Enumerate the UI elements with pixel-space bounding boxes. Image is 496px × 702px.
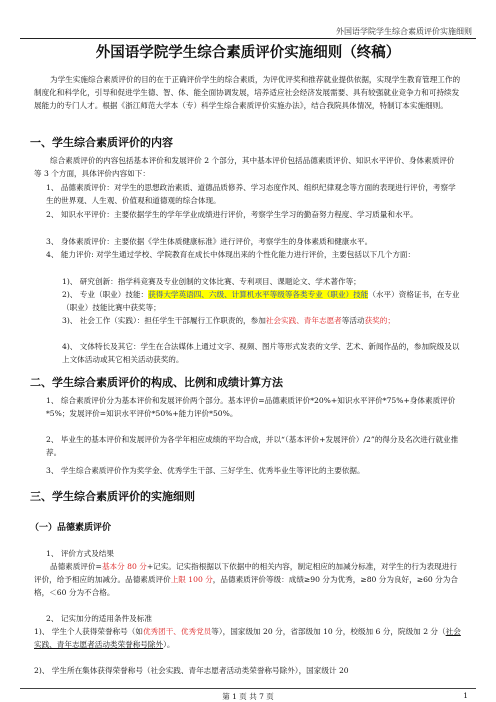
page-title: 外国语学院学生综合素质评价实施细则（终稿） — [95, 44, 401, 61]
sec3-p4-lead: 1)、 学生个人获得荣誉称号（如 — [34, 627, 143, 636]
footer-divider — [20, 688, 476, 689]
subsection-heading: （一）品德素质评价 — [30, 523, 112, 533]
sec1-item-2: 2、 知识水平评价：主要依据学生的学年学业成绩进行评价，考察学生学习的勤奋努力程度、学习质量和水平。 — [46, 210, 418, 219]
sec1-sub-3 — [62, 314, 462, 327]
red-text: 优秀团干、优秀党员 — [142, 627, 212, 636]
intro-paragraph: 为学生实施综合素质评价的目的在于正确评价学生的综合素质，为评优评奖和推荐就业提供依据，实现学生教育管理工作的制度化和科学化，引导和促进学生德、智、体、能全面协调发展，培养适应社会经济发展需要、具有较强就业竞争力和可持续发展能力的专门人才。根据《浙江师范大学本（专）科学生综合素质评价实施办法》，结合我院具体情况，特制订本实施细则。 — [34, 75, 461, 110]
sec2-item-2: 2、 毕业生的基本评价和发展评价为各学年相应成绩的平均合成，并以“（基本评价+发展评价）/2”的得分及名次进行就业推荐。 — [46, 435, 459, 457]
running-header: 外国语学院学生综合素质评价实施细则 — [336, 27, 472, 36]
sec3-p2-lead: 品德素质评价= — [50, 562, 102, 571]
section-3-heading: 三、学生综合素质评价的实施细则 — [30, 490, 195, 503]
red-text: 获奖的； — [364, 316, 395, 325]
underlined-text: 社会实践、青年志愿者活动类荣誉称号除外 — [34, 627, 461, 649]
sec1-item-1: 1、 品德素质评价：对学生的思想政治素质、道德品质修养、学习态度作风、组织纪律观念等方面的表现进行评价，考察学生的世界观、人生观、价值观和道德观的综合体现。 — [46, 183, 456, 205]
section-2-heading: 二、学生综合素质评价的构成、比例和成绩计算方法 — [30, 376, 283, 389]
sec1-sub-2-lead: 2)、 专业（职业）技能： — [62, 290, 149, 299]
sec3-p3: 2、 记实加分的适用条件及标准 — [46, 614, 152, 623]
sec1-sub-2 — [62, 288, 462, 314]
sec1-sub-4: 4)、 文体特长及其它：学生在合法媒体上通过文字、视频、图片等形式发表的文学、艺术、新闻作品的，参加院级及以上文体活动或其它相关活动获奖的。 — [62, 342, 460, 364]
sec2-item-1: 1、 综合素质评价分为基本评价和发展评价两个部分。基本评价=品德素质评价*20%+知识水平评价*75%+身体素质评价*5%；发展评价=知识水平评价*50%+能力评价*50%。 — [46, 396, 456, 418]
sec1-item-3: 3、 身体素质评价：主要依据《学生体质健康标准》进行评价，考察学生的身体素质和健康水平。 — [46, 237, 373, 246]
sec3-p1: 1、 评价方式及结果 — [46, 549, 114, 558]
section-1-heading: 一、学生综合素质评价的内容 — [30, 136, 173, 149]
sec1-sub-3-lead: 3)、 社会工作（实践）：担任学生干部履行工作职责的，参加 — [62, 316, 266, 325]
sec3-p4-mid: 等），国家级加 20 分，省部级加 10 分，校级加 6 分，院级加 2 分（ — [211, 627, 446, 636]
header-divider — [20, 38, 476, 39]
sec3-p2-mid: +记实。记实指根据以下依据中的相关内容，制定相应的加减分标准，对学生的行为表现进行评价，给予相应的加减分。品德素质评价 — [34, 562, 457, 584]
red-text: 上限 100 分 — [170, 575, 213, 584]
sec3-p2-tail: ，品德素质评价等级：成绩≥90 分为优秀，≥80 分为良好，≥60 分为合格，＜60 分为不合格。 — [34, 575, 458, 597]
highlighted-text: 获得大学英语四、六级、计算机水平等级等各类专业（职业）技能 — [148, 290, 369, 299]
section-1-intro: 综合素质评价的内容包括基本评价和发展评价 2 个部分，其中基本评价包括品德素质评价、知识水平评价、身体素质评价等 3 个方面，具体评价内容如下： — [34, 156, 455, 178]
page-footer: 第 1 页 共 7 页 — [222, 692, 274, 701]
sec2-item-3: 3、 学生综合素质评价作为奖学金、优秀学生干部、三好学生、优秀毕业生等评比的主要依据。 — [46, 466, 365, 475]
sec3-p5: 2)、 学生所在集体获得荣誉称号（社会实践、青年志愿者活动类荣誉称号除外），国家级计 20 — [34, 666, 349, 675]
sec3-p4 — [34, 625, 462, 651]
sec1-sub-1: 1)、 研究创新：指学科竞赛及专业创制的文体比赛、专利项目、课题论文、学术著作等； — [62, 277, 361, 286]
sec1-sub-3-mid: 等活动 — [341, 316, 365, 325]
sec1-item-4: 4、 能力评价: 对学生通过学校、学院教育在成长中体现出来的个性化能力进行评价，主要包括以下几个方面： — [46, 250, 416, 259]
red-text: 基本分 80 分 — [101, 562, 147, 571]
sec3-p4-tail: ）。 — [163, 640, 175, 649]
sec3-p2 — [34, 560, 462, 599]
page-number: 1 — [463, 691, 468, 700]
sec1-sub-2-tail: （水平）资格证书，在专业（职业）技能比赛中获奖等； — [62, 290, 460, 312]
red-text: 社会实践、青年志愿者 — [265, 316, 342, 325]
